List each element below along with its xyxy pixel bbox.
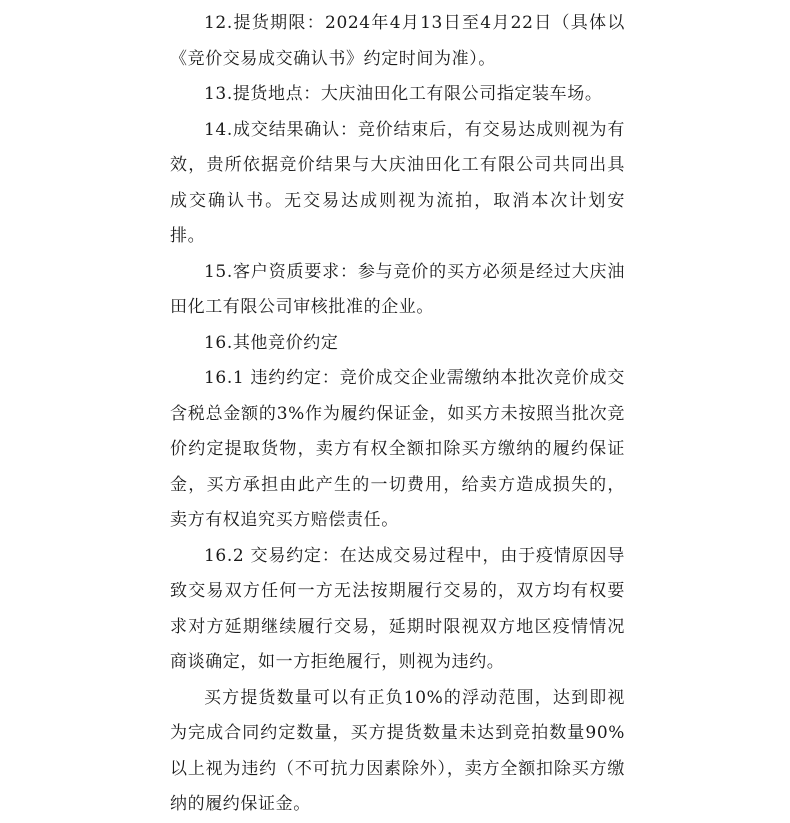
clause-16-1-default-terms: 16.1 违约约定：竞价成交企业需缴纳本批次竞价成交含税总金额的3%作为履约保证金，如买方未按照当批次竞价约定提取货物，卖方有权全额扣除买方缴纳的履约保证金，买方承担由此产生的一切费用，给卖方造成损失的，卖方有权追究买方赔偿责任。 (170, 368, 625, 530)
clause-16-2-transaction-terms: 16.2 交易约定：在达成交易过程中，由于疫情原因导致交易双方任何一方无法按期履行交易的，双方均有权要求对方延期继续履行交易，延期时限视双方地区疫情情况商谈确定，如一方拒绝履行，则视为违约。 (170, 545, 625, 672)
clause-13-pickup-location: 13.提货地点：大庆油田化工有限公司指定装车场。 (204, 84, 603, 104)
clause-quantity-tolerance: 买方提货数量可以有正负10%的浮动范围，达到即视为完成合同约定数量，买方提货数量未达到竞拍数量90%以上视为违约（不可抗力因素除外），卖方全额扣除买方缴纳的履约保证金。 (170, 687, 625, 814)
clause-14-result-confirmation: 14.成交结果确认：竞价结束后，有交易达成则视为有效，贵所依据竞价结果与大庆油田化工有限公司共同出具成交确认书。无交易达成则视为流拍，取消本次计划安排。 (170, 119, 625, 246)
clause-15-customer-qualification: 15.客户资质要求：参与竞价的买方必须是经过大庆油田化工有限公司审核批准的企业。 (170, 261, 625, 317)
document-body (170, 6, 625, 823)
clause-16-other-terms: 16.其他竞价约定 (204, 332, 339, 353)
clause-12-pickup-period: 12.提货期限：2024年4月13日至4月22日（具体以《竞价交易成交确认书》约定时间为准）。 (170, 13, 625, 69)
